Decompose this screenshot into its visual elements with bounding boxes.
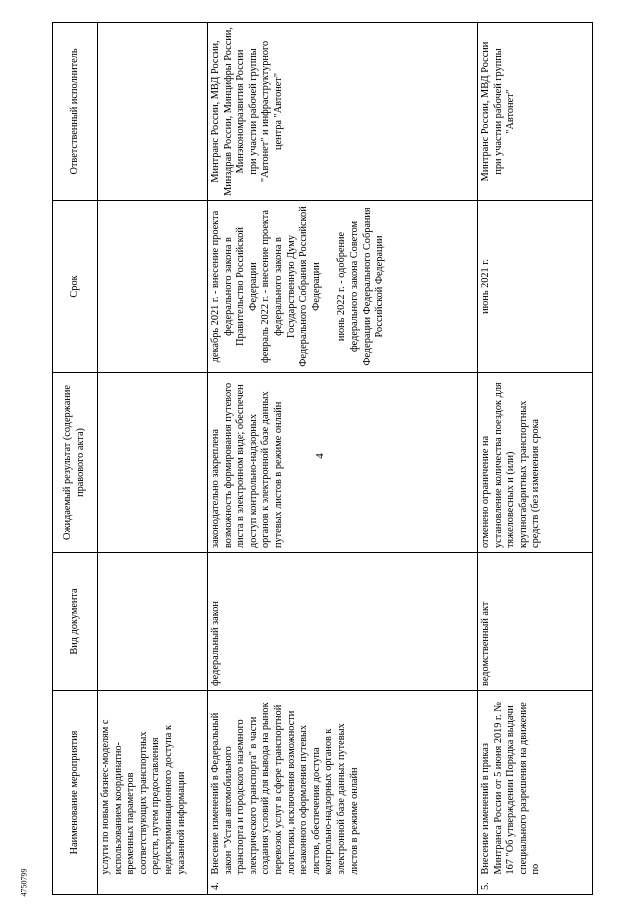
row-result: законодательно закреплена возможность формирования путевого листа в электронном виде; обеспечен доступ контрольно-надзорных органов к электронной базе данных путевых листов в режиме онлайн [208, 372, 478, 552]
table-row [208, 22, 478, 894]
responsible-item: при участии рабочей группы "Автонет" [492, 48, 517, 175]
header-doc-type: Вид документа [53, 552, 98, 690]
row-doc-type: федеральный закон [208, 552, 478, 690]
measures-table [52, 22, 593, 895]
responsible-item: при участии рабочей группы "Автонет" и инфраструктурного центра "Автонет" [247, 40, 284, 183]
responsible-item: Минтранс России, МВД России, Минздрав России, Минцифры России, Минэкономразвития России [210, 27, 247, 196]
row-deadline [478, 200, 593, 372]
page-number: 4 [314, 453, 326, 459]
deadline-item: июнь 2021 г. [480, 259, 491, 314]
row-name: услуги по новым бизнес-моделям с использованием координатно-временных параметров соответствующих транспортных средств, путем предоставления недискриминационного доступа к указанной информации [98, 690, 208, 878]
rotated-table-container [52, 23, 612, 895]
deadline-item: декабрь 2021 г. - внесение проекта федерального закона в Правительство Российской Федерации [210, 210, 259, 363]
row-responsible [98, 22, 208, 200]
row-deadline [208, 200, 478, 372]
row-result [98, 372, 208, 552]
row-responsible [208, 22, 478, 200]
row-number: 4. [208, 879, 478, 895]
header-responsible: Ответственный исполнитель [53, 22, 98, 200]
row-responsible [478, 22, 593, 200]
row-number: 5. [478, 879, 593, 895]
row-result: отменено ограничение на установление количества поездок для тяжеловесных и (или) крупногабаритных транспортных средств (без изменения срока [478, 372, 593, 552]
table-row [478, 22, 593, 894]
header-name: Наименование мероприятия [53, 690, 98, 894]
deadline-item: февраль 2022 г. - внесение проекта федерального закона в Государственную Думу Федерального Собрания Российской Федерации [260, 206, 322, 367]
row-doc-type: ведомственный акт [478, 552, 593, 690]
responsible-item: Минтранс России, МВД России [480, 41, 491, 182]
row-doc-type [98, 552, 208, 690]
row-deadline [98, 200, 208, 372]
header-result: Ожидаемый результат (содержание правового акта) [53, 372, 98, 552]
row-name: Внесение изменений в приказ Минтранса России от 5 июня 2019 г. № 167 "Об утверждении Порядка выдачи специального разрешения на движение по [478, 690, 593, 878]
row-name: Внесение изменений в Федеральный закон "Устав автомобильного транспорта и городского наземного электрического транспорта" в части создания условий для вывода на рынок перевозок услуг в сфере транспортной логистики, исключения возможности незаконного оформления путевых листов, обеспечения доступа контрольно-надзорных органов к электронной базе данных путевых листов в режиме онлайн [208, 690, 478, 878]
deadline-item: июнь 2022 г. - одобрение федерального закона Советом Федерации Федерального Собрания Российской Федерации [336, 207, 386, 366]
header-deadline: Срок [53, 200, 98, 372]
table-row [98, 22, 208, 894]
document-id: 4750799 [19, 868, 29, 897]
table-header-row [53, 22, 98, 894]
row-number [98, 879, 208, 895]
